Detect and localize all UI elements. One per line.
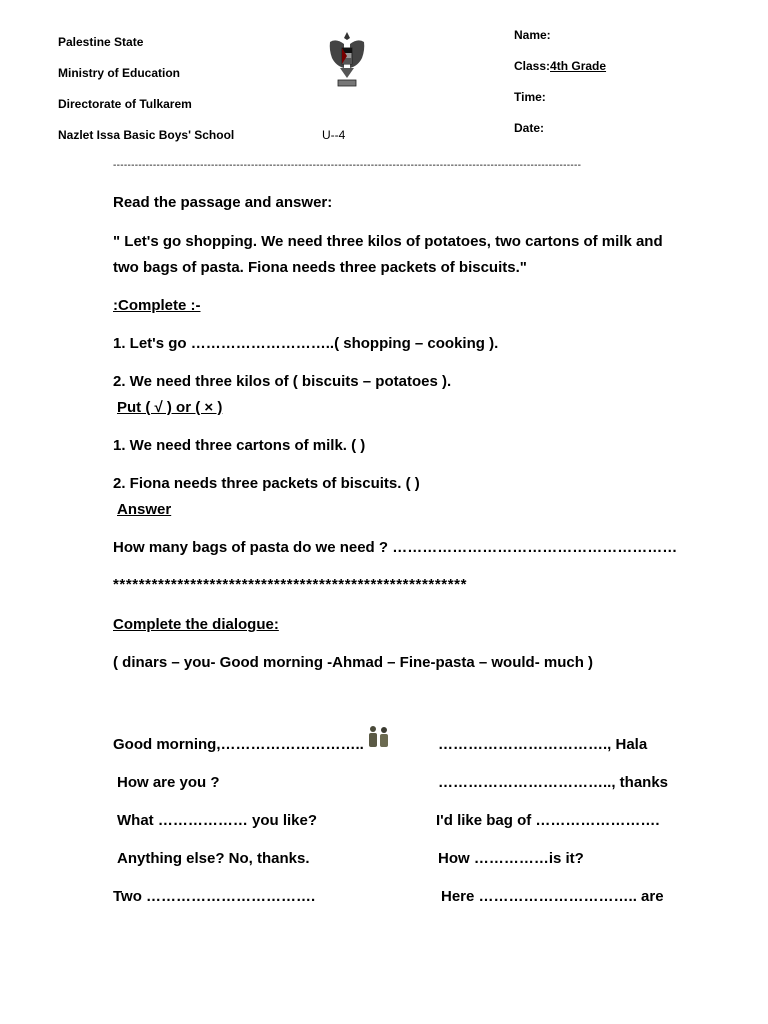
complete-q1: 1. Let's go ………………………..( shopping – cooking ). bbox=[113, 335, 499, 352]
put-heading: Put ( √ ) or ( × ) bbox=[117, 399, 223, 416]
unit-label: U--4 bbox=[322, 128, 346, 142]
answer-heading: Answer bbox=[117, 501, 172, 518]
dialogue-heading: Complete the dialogue: bbox=[113, 616, 279, 633]
header-divider: --------------------------------------------------------------------------------------------------------------------------------- bbox=[113, 160, 582, 171]
dialogue-right-5: Here ………………………….. are bbox=[441, 888, 664, 905]
complete-q2: 2. We need three kilos of ( biscuits – potatoes ). bbox=[113, 373, 452, 390]
date-label: Date: bbox=[514, 121, 545, 135]
dialogue-right-1: ……………………………., Hala bbox=[438, 736, 648, 753]
answer-question: How many bags of pasta do we need ? ………………………………………………… bbox=[113, 539, 678, 556]
header-ministry: Ministry of Education bbox=[58, 66, 181, 80]
passage-line-2: two bags of pasta. Fiona needs three packets of biscuits." bbox=[113, 259, 527, 276]
complete-heading: :Complete :- bbox=[113, 297, 201, 314]
header-directorate: Directorate of Tulkarem bbox=[58, 97, 192, 111]
class-field bbox=[514, 59, 606, 73]
header-school: Nazlet Issa Basic Boys' School bbox=[58, 128, 235, 142]
dialogue-left-4: Anything else? No, thanks. bbox=[117, 850, 310, 867]
dialogue-right-3: I'd like bag of ……………………. bbox=[436, 812, 660, 829]
put-q2: 2. Fiona needs three packets of biscuits. ( ) bbox=[113, 475, 420, 492]
dialogue-right-2: …………………………….., thanks bbox=[438, 774, 669, 791]
passage-line-1: " Let's go shopping. We need three kilos of potatoes, two cartons of milk and bbox=[113, 233, 663, 250]
dialogue-right-4: How ……………is it? bbox=[438, 850, 584, 867]
palestine-eagle-emblem bbox=[326, 28, 368, 92]
class-value: 4th Grade bbox=[550, 59, 607, 73]
time-label: Time: bbox=[514, 90, 546, 104]
dialogue-left-1: Good morning,……………………….. bbox=[113, 736, 364, 753]
word-bank: ( dinars – you- Good morning -Ahmad – Fine-pasta – would- much ) bbox=[113, 654, 594, 671]
reading-instruction: Read the passage and answer: bbox=[113, 194, 333, 211]
name-label: Name: bbox=[514, 28, 551, 42]
dialogue-left-5: Two ……………………………. bbox=[113, 888, 316, 905]
header-state: Palestine State bbox=[58, 35, 144, 49]
dialogue-left-2: How are you ? bbox=[117, 774, 220, 791]
people-icon bbox=[365, 724, 391, 748]
star-separator: ******************************************************* bbox=[113, 576, 468, 593]
dialogue-left-3: What ……………… you like? bbox=[117, 812, 318, 829]
class-label: Class: bbox=[514, 59, 551, 73]
put-q1: 1. We need three cartons of milk. ( ) bbox=[113, 437, 366, 454]
